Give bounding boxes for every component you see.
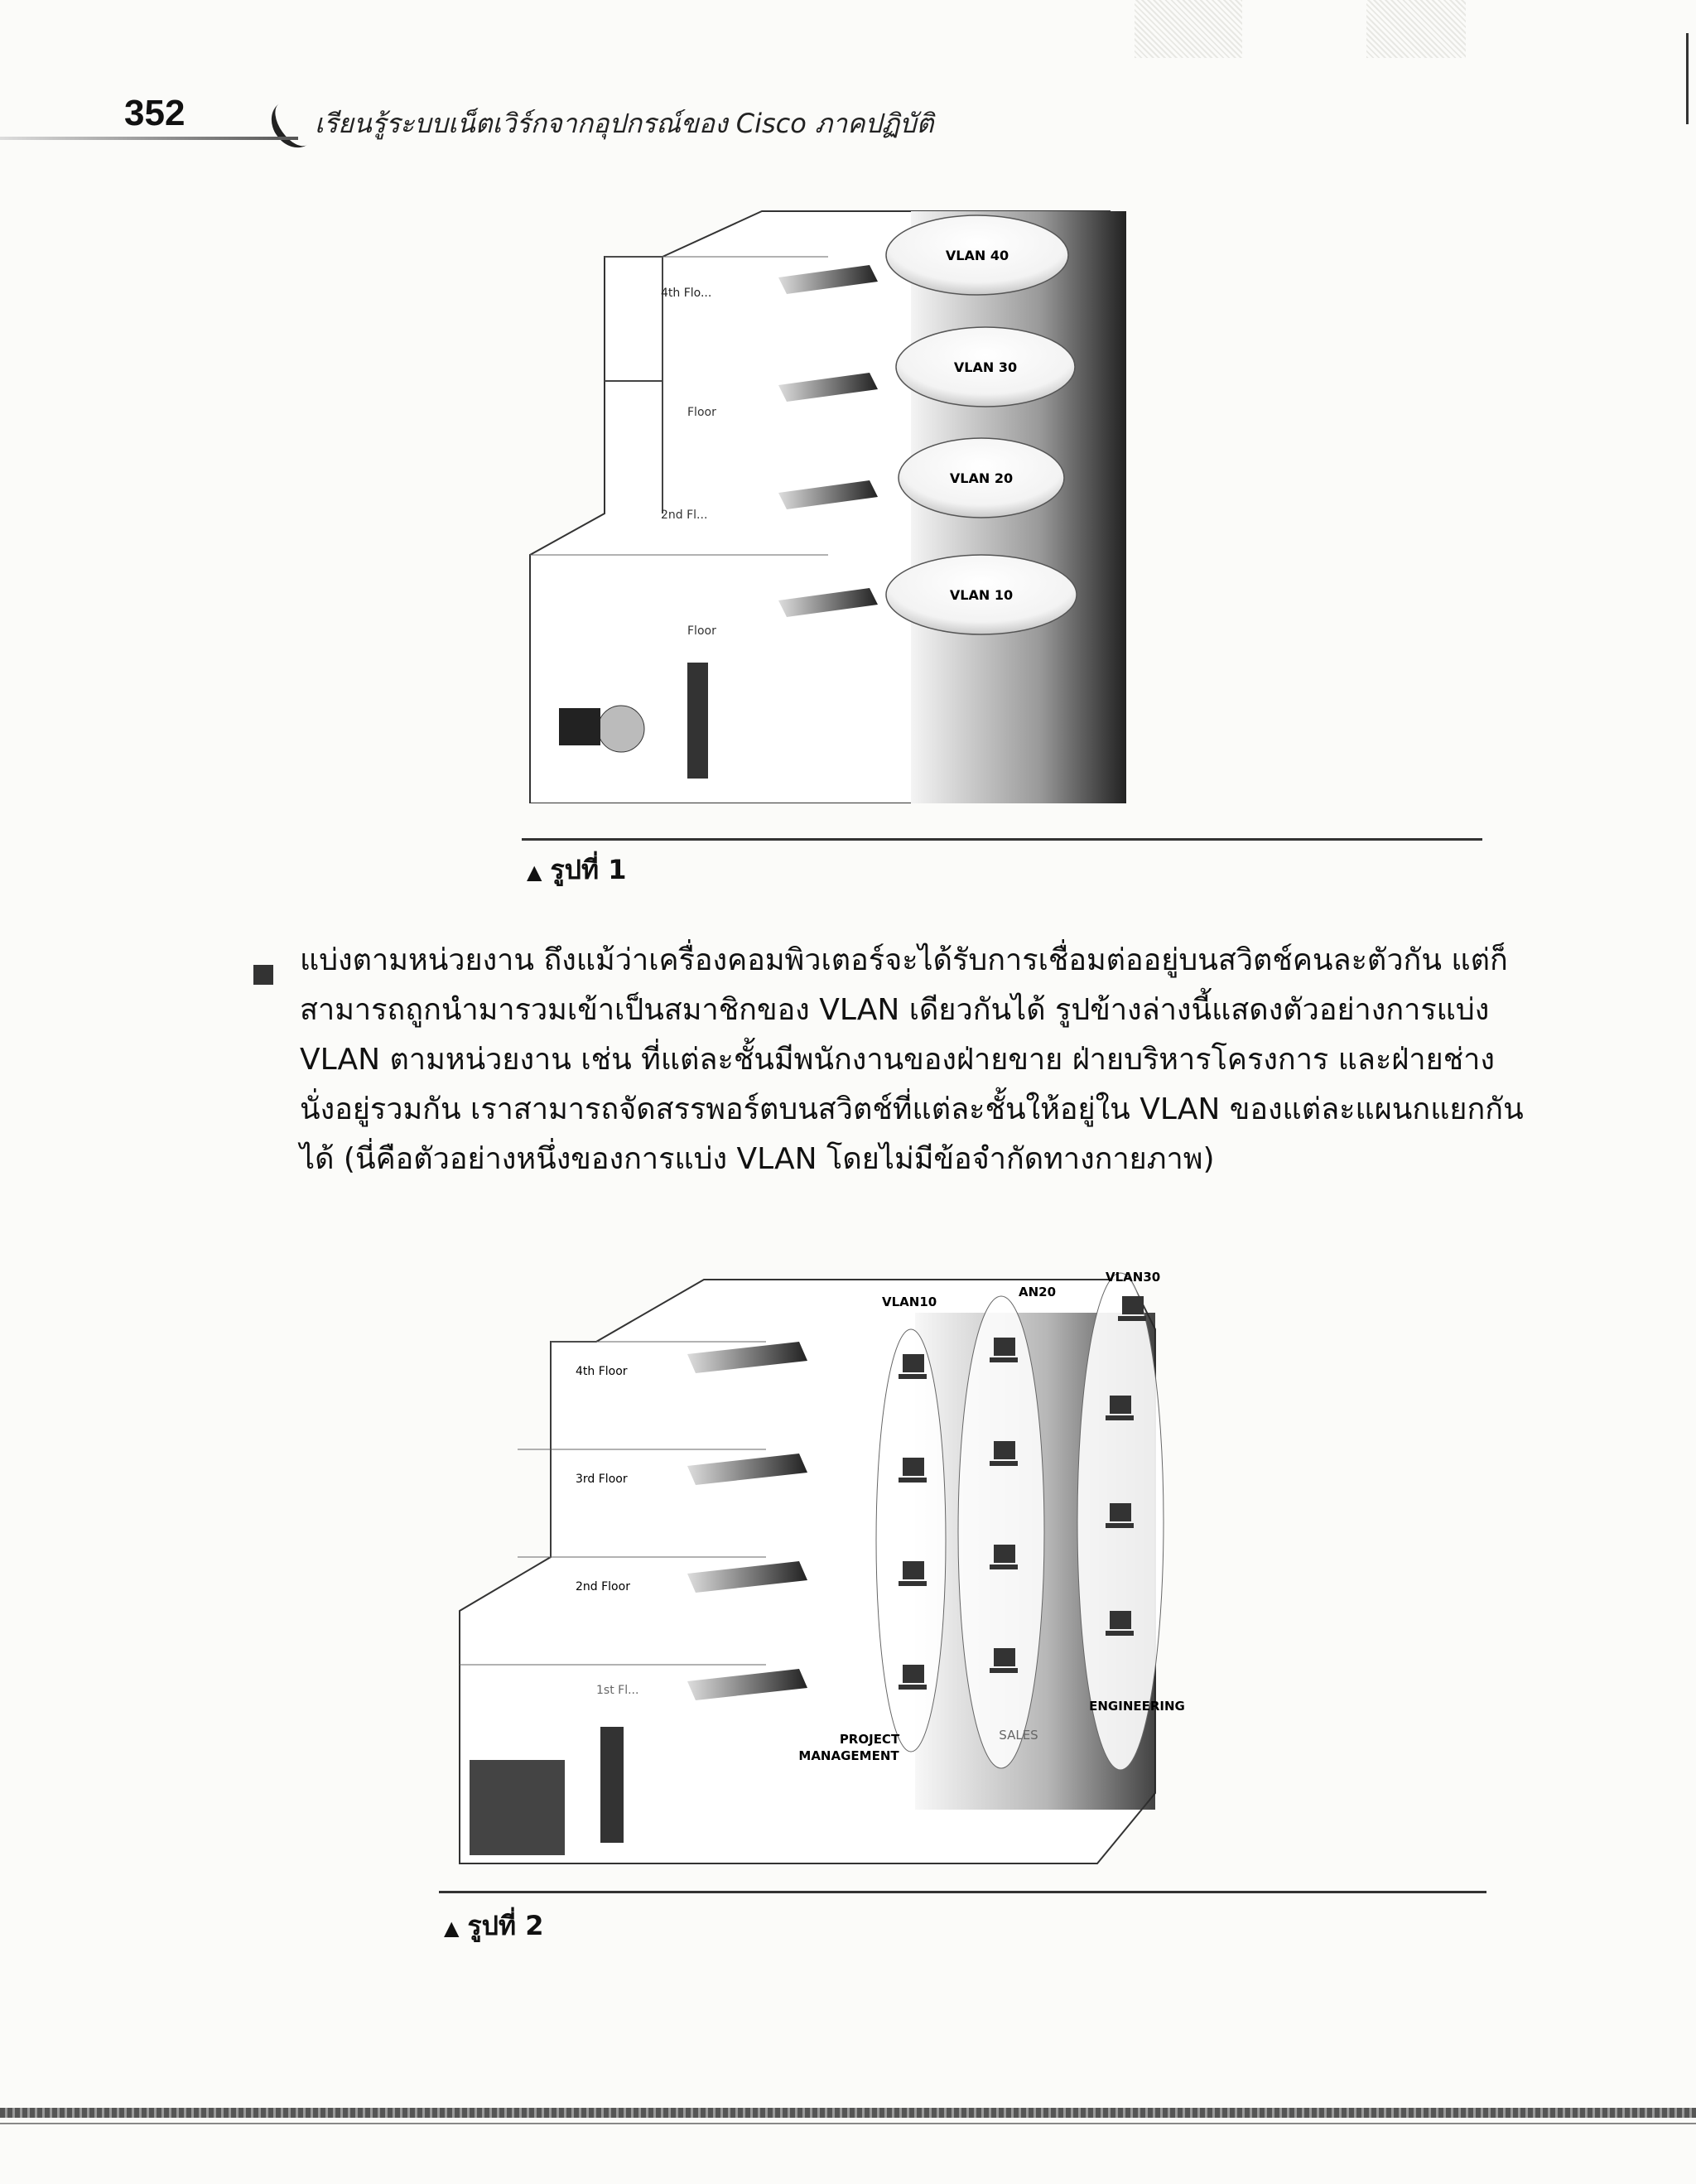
floor-label-4: 4th Flo... [661,287,712,300]
vlan-20-label: VLAN 20 [949,470,1014,486]
dept-label-management: MANAGEMENT [798,1748,899,1763]
scan-noise-top-center [1135,0,1242,58]
figure-1-rule [522,838,1482,841]
figure-2-caption-text: รูปที่ 2 [467,1910,544,1941]
pc-icon [994,1441,1015,1459]
pc-icon [1106,1631,1134,1636]
vlan20-label: AN20 [1019,1285,1057,1299]
dept-label-project: PROJECT [839,1732,900,1747]
pc-icon [1110,1611,1131,1629]
server-icon [559,708,600,745]
pc-icon [1106,1415,1134,1420]
footer-rule [0,2123,1696,2124]
pc-icon [903,1458,924,1476]
figure-1-building-vlan-diagram [513,199,1126,803]
figure-1-caption [527,849,626,891]
vlan30-label: VLAN30 [1106,1270,1161,1285]
paragraph-line: ได้ (นี่คือตัวอย่างหนึ่งของการแบ่ง VLAN โดยไม่มีข้อจำกัดทางกายภาพ) [300,1142,1215,1176]
pc-icon [994,1545,1015,1563]
pc-icon [899,1685,927,1690]
pc-icon [990,1564,1018,1569]
entrance-door [687,663,708,779]
router-icon [598,706,644,752]
floor-label-2: 2nd Fl... [661,509,708,522]
vlan-40-label: VLAN 40 [945,248,1009,263]
footer-band [0,2108,1696,2118]
page-number: 352 [124,93,186,133]
paragraph-line: นั่งอยู่รวมกัน เราสามารถจัดสรรพอร์ตบนสวิตช์ที่แต่ละชั้นให้อยู่ใน VLAN ของแต่ละแผนกแยกกัน [300,1092,1524,1126]
pc-icon [903,1354,924,1372]
edge-mark [1686,33,1689,124]
pc-icon [899,1374,927,1379]
caption-triangle-icon: ▲ [527,861,542,884]
body-paragraph [300,936,1524,1184]
header-rule [0,137,298,140]
vlan-10-label: VLAN 10 [949,587,1014,603]
figure-2-rule [439,1891,1486,1893]
pc-icon [994,1648,1015,1666]
pc-icon [903,1665,924,1683]
scan-noise-top-right [1366,0,1466,58]
dept-label-engineering: ENGINEERING [1089,1699,1185,1714]
pc-icon [899,1478,927,1483]
router-area-icon [470,1760,565,1855]
paragraph-line: สามารถถูกนำมารวมเข้าเป็นสมาชิกของ VLAN เดียวกันได้ รูปข้างล่างนี้แสดงตัวอย่างการแบ่ง [300,993,1490,1027]
pc-icon [994,1338,1015,1356]
floor-label-1-b: 1st Fl... [596,1684,639,1697]
floor-label-3: Floor [687,406,716,419]
paragraph-line: VLAN ตามหน่วยงาน เช่น ที่แต่ละชั้นมีพนักงานของฝ่ายขาย ฝ่ายบริหารโครงการ และฝ่ายช่าง [300,1043,1495,1077]
pc-icon [1110,1396,1131,1414]
pc-icon [1110,1503,1131,1521]
dept-label-sales: SALES [999,1728,1038,1743]
pc-icon [990,1357,1018,1362]
floor-label-1: Floor [687,624,716,638]
vlan20-ellipse [958,1296,1044,1768]
figure-2-department-vlan-diagram [451,1263,1213,1868]
pc-icon [899,1581,927,1586]
pc-icon [1122,1296,1144,1314]
figure-2-caption [444,1905,543,1947]
vlan-30-label: VLAN 30 [953,359,1018,375]
floor-label-4-b: 4th Floor [576,1365,628,1378]
paragraph-line: แบ่งตามหน่วยงาน ถึงแม้ว่าเครื่องคอมพิวเตอร์จะได้รับการเชื่อมต่ออยู่บนสวิตช์คนละตัวกัน แต่ก็ [300,943,1508,977]
figure-1-caption-text: รูปที่ 1 [550,854,627,885]
bullet-square-icon [253,965,273,985]
caption-triangle-icon: ▲ [444,1916,460,1940]
pc-icon [1106,1523,1134,1528]
vlan10-label: VLAN10 [882,1294,937,1309]
pc-icon [1118,1316,1146,1321]
pc-icon [903,1561,924,1579]
running-header: เรียนรู้ระบบเน็ตเวิร์กจากอุปกรณ์ของ Cisco ภาคปฏิบัติ [315,108,934,139]
pc-icon [990,1668,1018,1673]
floor-label-3-b: 3rd Floor [576,1473,628,1486]
floor-label-2-b: 2nd Floor [576,1580,630,1593]
pc-icon [990,1461,1018,1466]
entrance-door-2 [600,1727,624,1843]
